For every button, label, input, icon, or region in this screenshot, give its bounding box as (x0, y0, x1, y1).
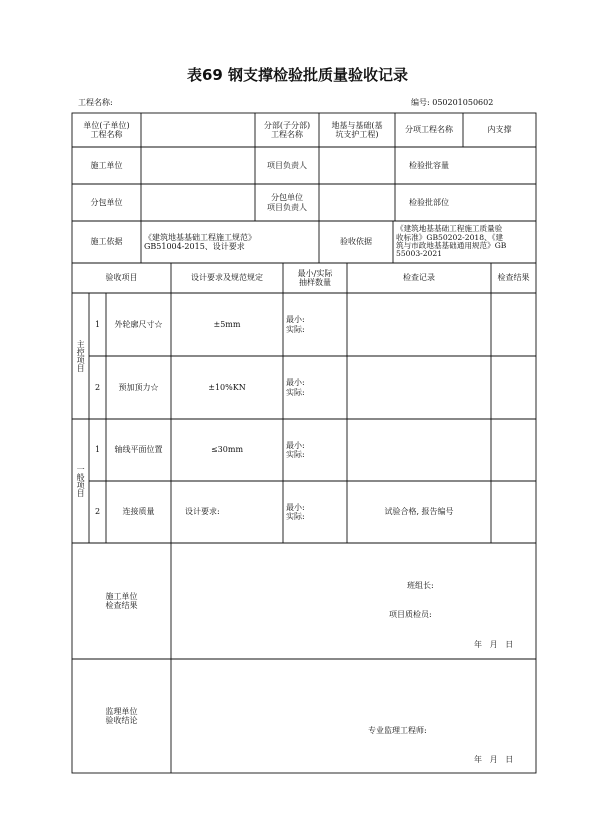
acceptance-basis-label: 验收依据 (340, 237, 372, 247)
row-requirement: ±10%KN (208, 382, 246, 392)
sub-project-value: 地基与基础(基 坑支护工程) (331, 120, 383, 139)
row-result[interactable] (491, 293, 536, 356)
construction-result-label: 施工单位 检查结果 (105, 591, 138, 610)
row-item: 外轮廓尺寸☆ (114, 319, 163, 329)
supervision-label: 监理单位 验收结论 (105, 706, 138, 725)
row-item: 连接质量 (122, 507, 155, 517)
subcontract-unit-value[interactable] (141, 184, 255, 221)
row-requirement: 设计要求: (185, 507, 220, 517)
supervisor-label: 专业监理工程师: (368, 726, 427, 736)
team-leader-label: 班组长: (407, 581, 434, 591)
page-title: 表69 钢支撑检验批质量验收记录 (186, 66, 409, 84)
item-project-label: 分项工程名称 (405, 125, 453, 135)
construction-unit-label: 施工单位 (90, 160, 123, 170)
batch-location-value[interactable] (463, 184, 536, 221)
subcontract-manager-value[interactable] (319, 184, 395, 221)
date-signature-1: 年 月 日 (474, 640, 514, 650)
row-record[interactable] (347, 356, 491, 419)
row-result[interactable] (491, 481, 536, 543)
col-sample: 最小/实际 抽样数量 (297, 268, 333, 287)
quality-inspector-label: 项目质检员: (389, 610, 432, 620)
batch-location-label: 检验批部位 (409, 197, 449, 207)
row-sample[interactable]: 最小: 实际: (286, 378, 305, 397)
col-requirement: 设计要求及规范规定 (191, 273, 263, 283)
basis-label: 施工依据 (90, 237, 123, 247)
row-item: 预加顶力☆ (118, 382, 159, 392)
group-general-label: 一般项目 (76, 465, 86, 497)
subcontract-manager-label: 分包单位 项目负责人 (267, 193, 307, 212)
group-main-label: 主控项目 (76, 340, 86, 372)
row-sample[interactable]: 最小: 实际: (286, 440, 305, 459)
acceptance-basis-value: 《建筑地基基础工程施工质量验 收标准》GB50202-2018、《建 筑与市政地基基础通用规范》GB 55003-2021 (396, 224, 507, 259)
col-item: 验收项目 (105, 273, 138, 283)
basis-value: 《建筑地基基础工程施工规范》 GB51004-2015、设计要求 (144, 232, 256, 251)
row-sample[interactable]: 最小: 实际: (286, 502, 305, 521)
col-result: 检查结果 (497, 273, 530, 283)
row-requirement: ±5mm (213, 319, 241, 329)
row-number: 2 (94, 382, 101, 392)
row-result[interactable] (491, 419, 536, 481)
col-record: 检查记录 (403, 273, 435, 283)
unit-project-value[interactable] (141, 113, 255, 147)
project-manager-label: 项目负责人 (267, 160, 307, 170)
row-result[interactable] (491, 356, 536, 419)
construction-unit-value[interactable] (141, 147, 255, 184)
row-item: 轴线平面位置 (114, 445, 163, 455)
row-number: 1 (94, 445, 101, 455)
row-record[interactable] (347, 419, 491, 481)
unit-project-label: 单位(子单位) 工程名称 (83, 120, 130, 139)
batch-capacity-label: 检验批容量 (409, 160, 449, 170)
row-number: 1 (94, 319, 101, 329)
batch-capacity-value[interactable] (463, 147, 536, 184)
sub-project-label: 分部(子分部) 工程名称 (263, 120, 311, 139)
row-record[interactable]: 试验合格, 报告编号 (384, 507, 454, 517)
subcontract-unit-label: 分包单位 (90, 197, 123, 207)
row-requirement: ≤30mm (210, 445, 244, 455)
row-record[interactable] (347, 293, 491, 356)
project-manager-value[interactable] (319, 147, 395, 184)
date-signature-2: 年 月 日 (474, 755, 514, 765)
item-project-value: 内支撑 (487, 125, 512, 135)
project-name-label: 工程名称: (78, 98, 113, 107)
row-sample[interactable]: 最小: 实际: (286, 315, 305, 334)
row-number: 2 (94, 507, 101, 517)
document-code: 编号: 050201050602 (411, 98, 494, 107)
